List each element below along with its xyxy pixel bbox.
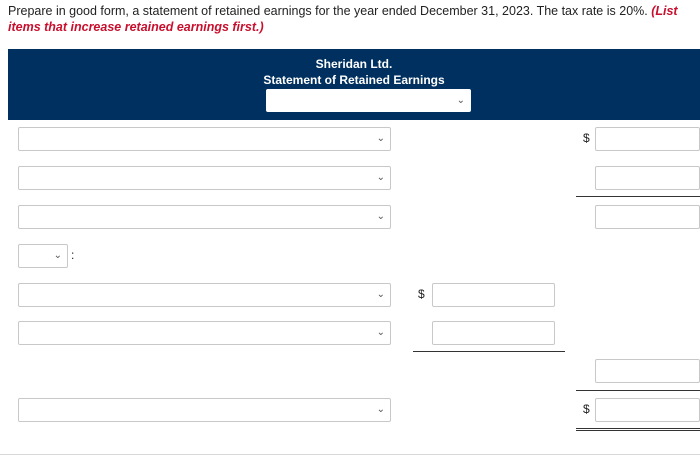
colon-label: :	[71, 248, 75, 262]
line-item-select-4[interactable]	[18, 283, 391, 307]
company-name: Sheridan Ltd.	[315, 57, 393, 71]
amount-input-2[interactable]	[595, 166, 700, 190]
subtotal-rule-1	[576, 196, 700, 197]
chevron-down-icon: ⌄	[376, 403, 385, 415]
instructions-text: Prepare in good form, a statement of retained earnings for the year ended December 31, 2023. The tax rate is 20%.	[8, 4, 652, 18]
statement-header	[8, 49, 700, 120]
instructions	[8, 3, 692, 35]
add-deduct-select[interactable]	[18, 244, 68, 268]
amount-input-7[interactable]	[595, 398, 700, 422]
dollar-sign: $	[583, 131, 590, 145]
chevron-down-icon: ⌄	[376, 326, 385, 338]
subtotal-rule-3	[576, 390, 700, 391]
amount-input-3[interactable]	[595, 205, 700, 229]
line-item-select-1[interactable]	[18, 127, 391, 151]
instructions-emphasis: (List items that increase retained earnings first.)	[8, 4, 678, 34]
subtotal-rule-2	[413, 351, 565, 352]
chevron-down-icon: ⌄	[376, 171, 385, 183]
line-item-select-5[interactable]	[18, 321, 391, 345]
period-select[interactable]	[266, 89, 471, 112]
dollar-sign: $	[418, 287, 425, 301]
amount-input-6[interactable]	[595, 359, 700, 383]
statement-title: Statement of Retained Earnings	[263, 73, 445, 87]
chevron-down-icon: ⌄	[456, 94, 465, 106]
chevron-down-icon: ⌄	[376, 210, 385, 222]
amount-input-5[interactable]	[432, 321, 555, 345]
amount-input-4[interactable]	[432, 283, 555, 307]
line-item-select-3[interactable]	[18, 205, 391, 229]
line-item-select-7[interactable]	[18, 398, 391, 422]
chevron-down-icon: ⌄	[53, 249, 62, 261]
amount-input-1[interactable]	[595, 127, 700, 151]
dollar-sign: $	[583, 402, 590, 416]
chevron-down-icon: ⌄	[376, 288, 385, 300]
total-double-rule	[576, 428, 700, 431]
page-divider	[0, 454, 700, 455]
chevron-down-icon: ⌄	[376, 132, 385, 144]
line-item-select-2[interactable]	[18, 166, 391, 190]
